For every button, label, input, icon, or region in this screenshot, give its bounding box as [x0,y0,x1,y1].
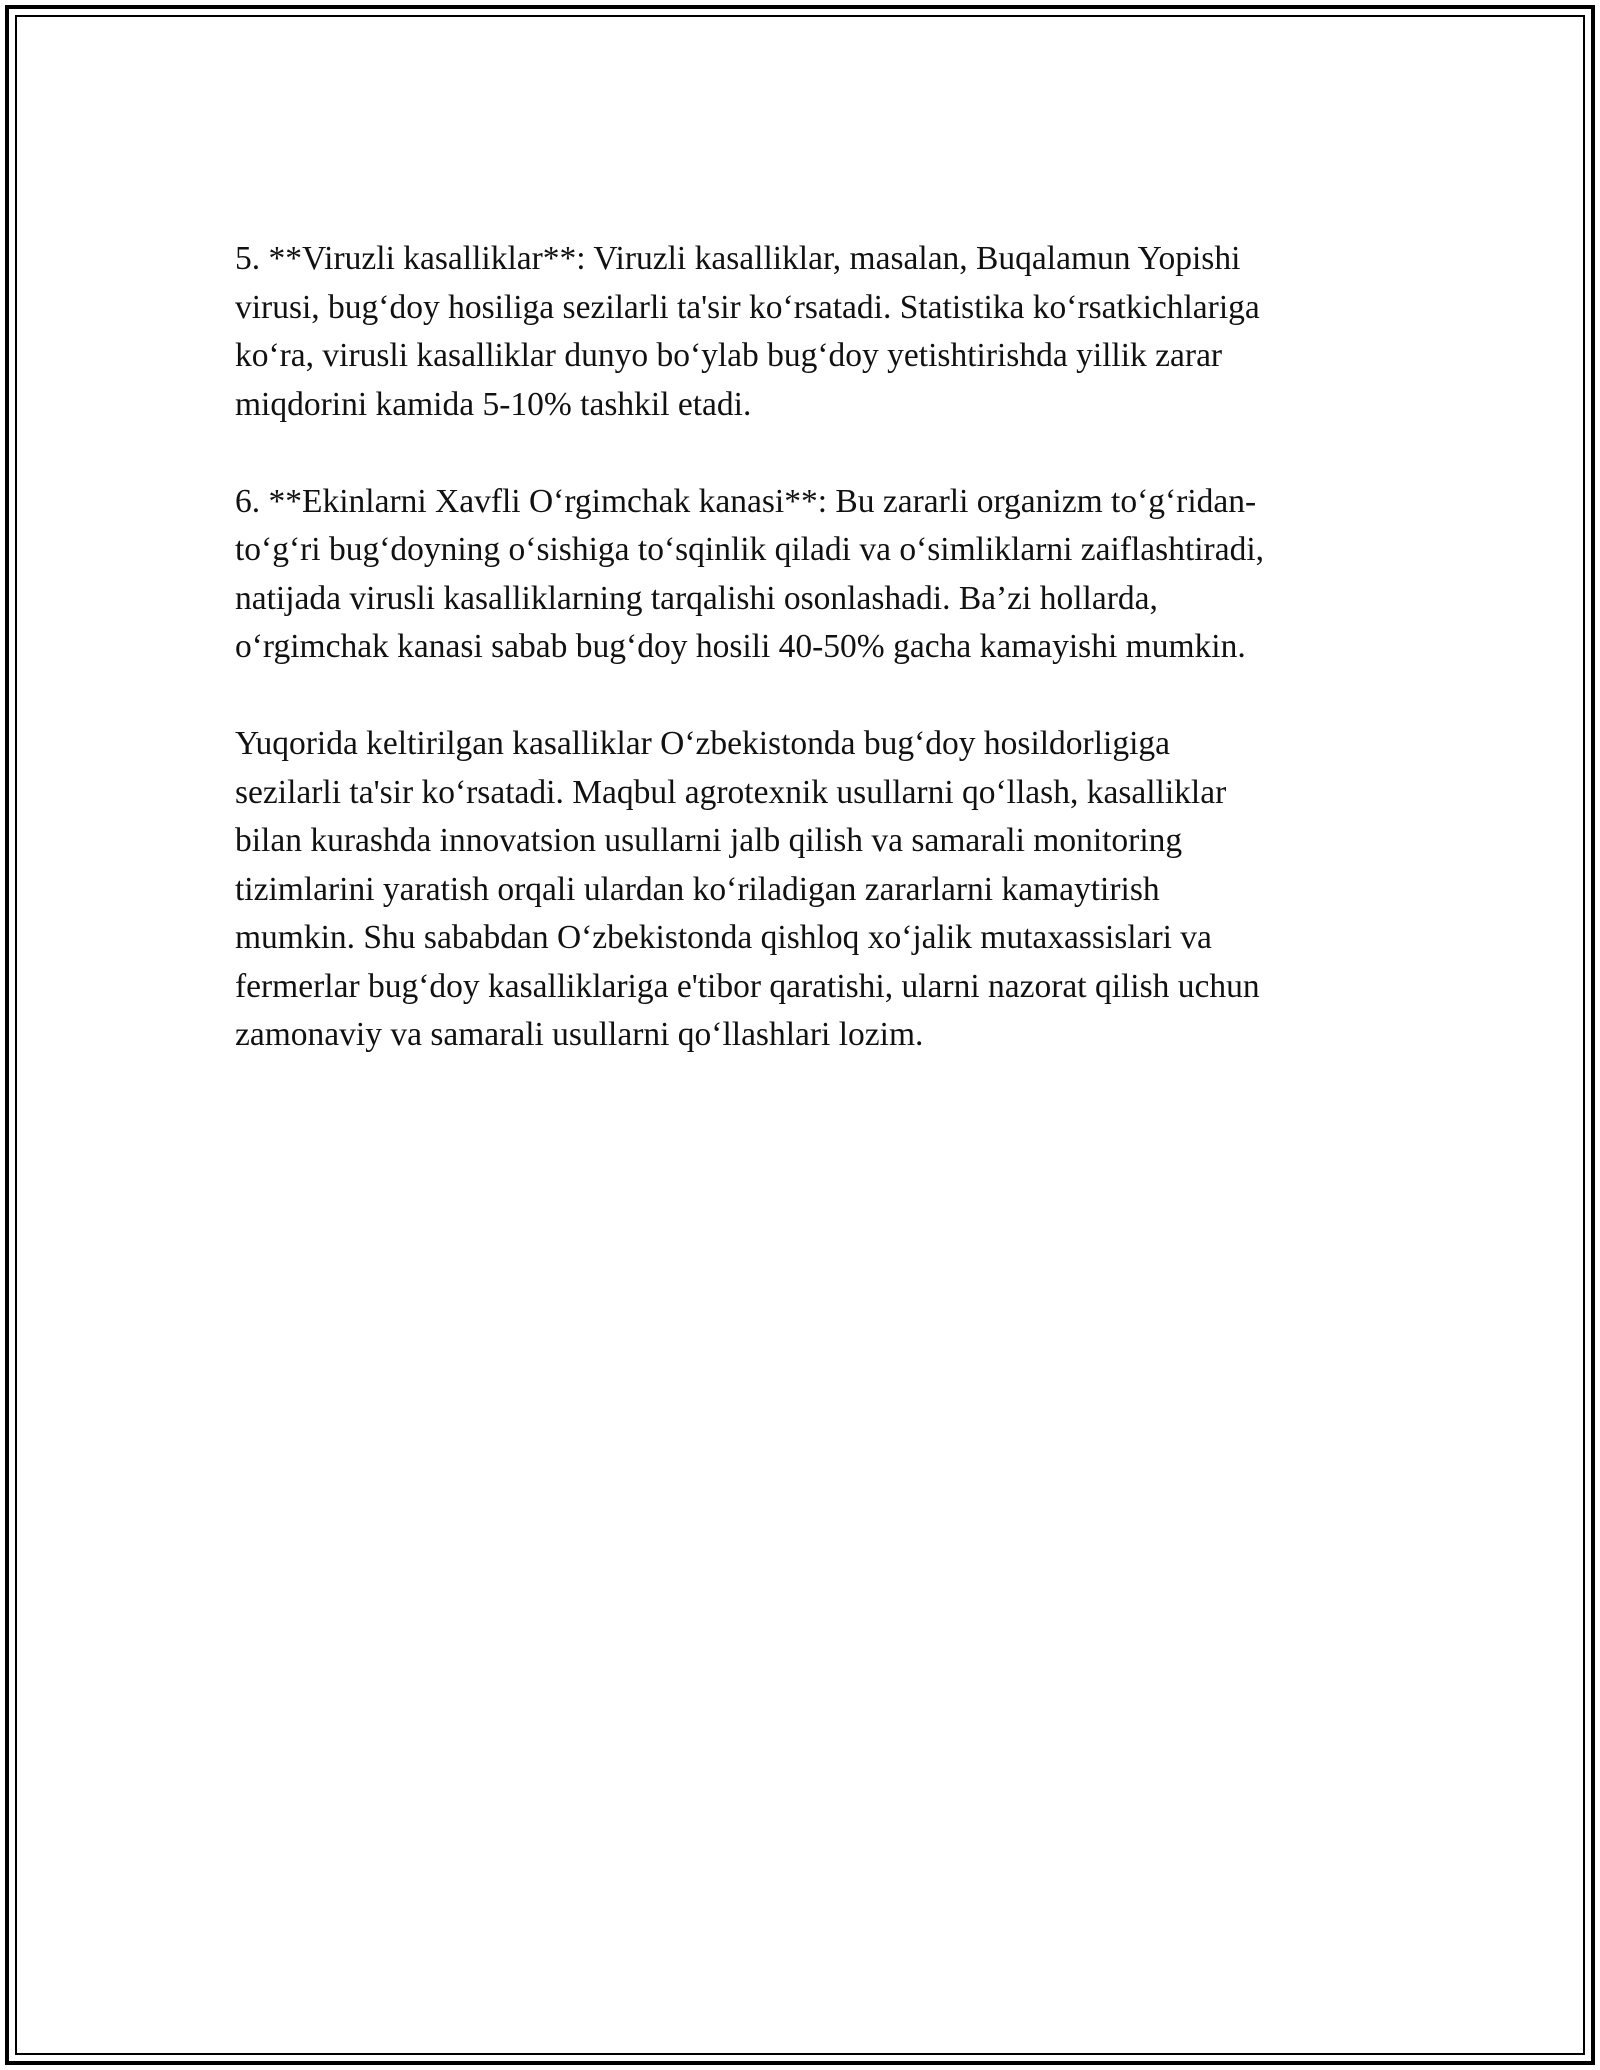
text-line: bilan kurashda innovatsion usullarni jalb qilish va samarali monitoring [235,822,1183,859]
text-line: ko‘ra, virusli kasalliklar dunyo bo‘ylab bug‘doy yetishtirishda yillik zarar [235,337,1223,374]
text-line: to‘g‘ri bug‘doyning o‘sishiga to‘sqinlik qiladi va o‘simliklarni zaiflashtiradi, [235,531,1265,568]
text-line: sezilarli ta'sir ko‘rsatadi. Maqbul agrotexnik usullarni qo‘llash, kasalliklar [235,773,1227,811]
text-line: virusi, bug‘doy hosiliga sezilarli ta'sir ko‘rsatadi. Statistika ko‘rsatkichlariga [235,288,1260,326]
text-line: 6. **Ekinlarni Xavfli O‘rgimchak kanasi**: Bu zararli organizm to‘g‘ridan- [235,482,1257,520]
paragraph-spider-mite [235,478,1375,672]
text-line: o‘rgimchak kanasi sabab bug‘doy hosili 40-50% gacha kamayishi mumkin. [235,628,1246,665]
document-body [235,235,1375,1108]
paragraph-viral-diseases [235,235,1375,429]
text-line: miqdorini kamida 5-10% tashkil etadi. [235,385,752,423]
text-line: zamonaviy va samarali usullarni qo‘llashlari lozim. [235,1016,924,1053]
text-line: Yuqorida keltirilgan kasalliklar O‘zbekistonda bug‘doy hosildorligiga [235,725,1171,762]
text-line: 5. **Viruzli kasalliklar**: Viruzli kasalliklar, masalan, Buqalamun Yopishi [235,240,1241,277]
paragraph-conclusion [235,720,1375,1060]
text-line: tizimlarini yaratish orqali ulardan ko‘riladigan zararlarni kamaytirish [235,870,1160,908]
text-line: mumkin. Shu sababdan O‘zbekistonda qishloq xo‘jalik mutaxassislari va [235,919,1212,956]
text-line: fermerlar bug‘doy kasalliklariga e'tibor qaratishi, ularni nazorat qilish uchun [235,967,1260,1005]
text-line: natijada virusli kasalliklarning tarqalishi osonlashadi. Ba’zi hollarda, [235,579,1158,617]
